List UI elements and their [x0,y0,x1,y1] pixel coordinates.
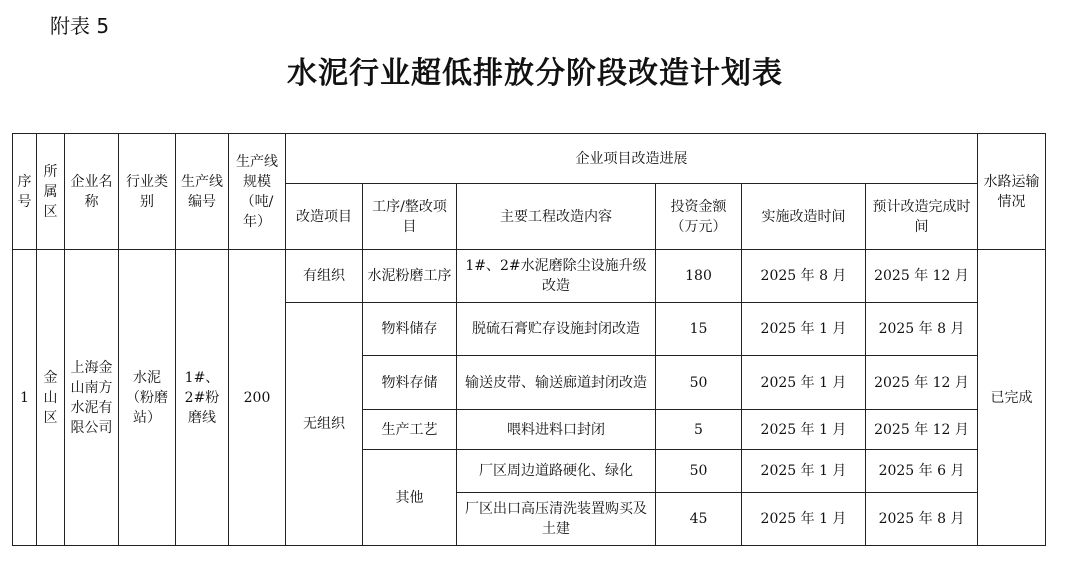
cell-investment: 50 [656,450,742,493]
cell-content: 1#、2#水泥磨除尘设施升级改造 [457,250,656,303]
header-process: 工序/整改项目 [363,184,457,250]
cell-process: 物料储存 [363,303,457,356]
header-investment: 投资金额（万元） [656,184,742,250]
cell-seq: 1 [13,250,37,546]
header-content: 主要工程改造内容 [457,184,656,250]
cell-investment: 5 [656,410,742,450]
header-waterway: 水路运输情况 [978,134,1046,250]
header-company: 企业名称 [65,134,119,250]
renovation-plan-table [12,133,1046,546]
header-row-1 [13,134,1046,184]
appendix-label: 附表 5 [50,14,110,38]
cell-content: 厂区周边道路硬化、绿化 [457,450,656,493]
cell-capacity: 200 [229,250,286,546]
cell-investment: 50 [656,356,742,410]
cell-impl-time: 2025 年 1 月 [742,410,866,450]
cell-completion-time: 2025 年 12 月 [866,250,978,303]
cell-content: 厂区出口高压清洗装置购买及土建 [457,493,656,546]
cell-process: 其他 [363,450,457,546]
cell-waterway: 已完成 [978,250,1046,546]
cell-impl-time: 2025 年 8 月 [742,250,866,303]
cell-completion-time: 2025 年 8 月 [866,303,978,356]
cell-process: 生产工艺 [363,410,457,450]
header-seq: 序号 [13,134,37,250]
header-progress-group: 企业项目改造进展 [286,134,978,184]
cell-process: 水泥粉磨工序 [363,250,457,303]
cell-organized: 有组织 [286,250,363,303]
cell-district: 金山区 [37,250,65,546]
cell-impl-time: 2025 年 1 月 [742,303,866,356]
header-line-no: 生产线编号 [176,134,229,250]
cell-completion-time: 2025 年 8 月 [866,493,978,546]
cell-line-no: 1#、2#粉磨线 [176,250,229,546]
header-capacity: 生产线规模（吨/年） [229,134,286,250]
cell-content: 输送皮带、输送廊道封闭改造 [457,356,656,410]
cell-investment: 180 [656,250,742,303]
cell-content: 脱硫石膏贮存设施封闭改造 [457,303,656,356]
cell-company: 上海金山南方水泥有限公司 [65,250,119,546]
table-row [13,250,1046,303]
cell-content: 喂料进料口封闭 [457,410,656,450]
cell-impl-time: 2025 年 1 月 [742,493,866,546]
cell-unorganized: 无组织 [286,303,363,546]
cell-impl-time: 2025 年 1 月 [742,450,866,493]
cell-completion-time: 2025 年 12 月 [866,410,978,450]
cell-industry: 水泥（粉磨站） [119,250,176,546]
header-industry: 行业类别 [119,134,176,250]
cell-process: 物料存储 [363,356,457,410]
cell-investment: 45 [656,493,742,546]
cell-completion-time: 2025 年 6 月 [866,450,978,493]
page-title: 水泥行业超低排放分阶段改造计划表 [287,56,783,91]
cell-completion-time: 2025 年 12 月 [866,356,978,410]
cell-impl-time: 2025 年 1 月 [742,356,866,410]
cell-investment: 15 [656,303,742,356]
header-item: 改造项目 [286,184,363,250]
header-impl-time: 实施改造时间 [742,184,866,250]
header-district: 所属区 [37,134,65,250]
header-completion-time: 预计改造完成时间 [866,184,978,250]
